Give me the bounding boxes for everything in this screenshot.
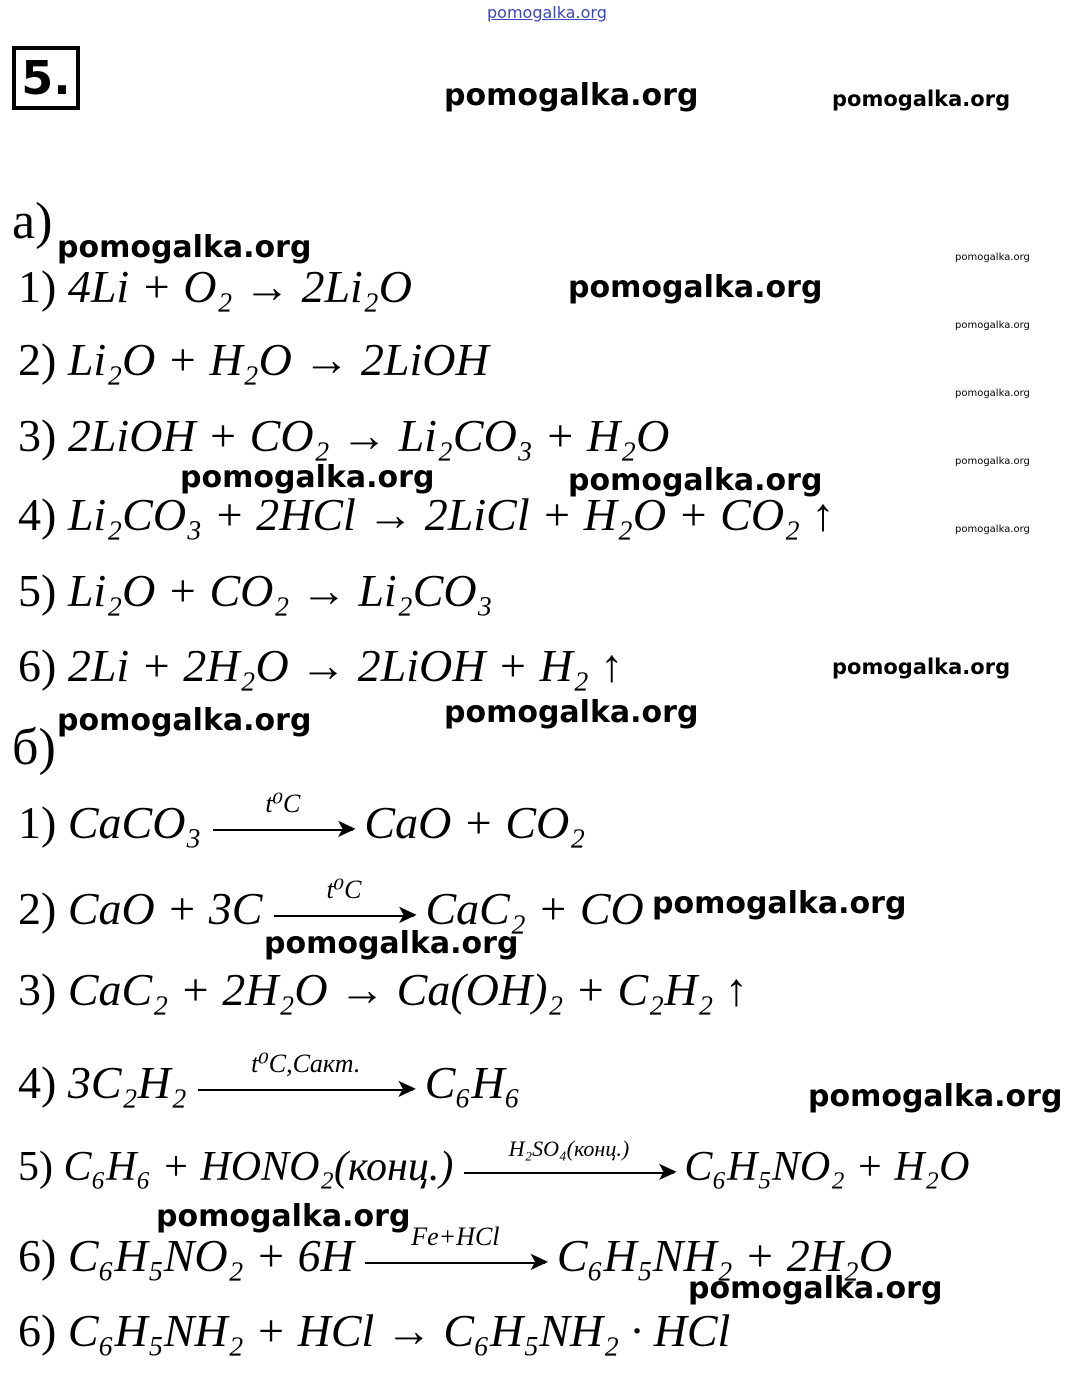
equation-right: C₆H₅NO₂ + H₂O bbox=[684, 1144, 970, 1190]
watermark: pomogalka.org bbox=[955, 320, 1030, 331]
equation-a3 bbox=[18, 410, 670, 461]
reaction-condition: t⁰C bbox=[265, 789, 301, 819]
equation-a6 bbox=[18, 640, 624, 691]
watermark: pomogalka.org bbox=[955, 252, 1030, 263]
equation-number: 5) bbox=[18, 1144, 53, 1190]
section-a-label: а) bbox=[12, 193, 53, 250]
equation-right: CaO + CO₂ bbox=[364, 797, 586, 848]
watermark: pomogalka.org bbox=[156, 1199, 411, 1234]
watermark: pomogalka.org bbox=[832, 87, 1011, 111]
equation-number: 3) bbox=[18, 964, 57, 1015]
equation-number: 6) bbox=[18, 1305, 57, 1356]
watermark: pomogalka.org bbox=[57, 230, 312, 265]
reaction-arrow: t⁰C ➤ bbox=[213, 823, 353, 831]
watermark: pomogalka.org bbox=[568, 463, 823, 498]
equation-b4 bbox=[18, 1049, 521, 1108]
watermark: pomogalka.org bbox=[808, 1079, 1063, 1114]
watermark: pomogalka.org bbox=[264, 926, 519, 961]
reaction-condition: t⁰C,Cакт. bbox=[251, 1049, 361, 1079]
watermark: pomogalka.org bbox=[955, 456, 1030, 467]
equation-number: 4) bbox=[18, 1057, 57, 1108]
watermark: pomogalka.org bbox=[180, 460, 435, 495]
equation-left: C₆H₅NO₂ + 6H bbox=[67, 1230, 354, 1281]
reaction-arrow: t⁰C ➤ bbox=[274, 909, 414, 917]
equation-left: C₆H₆ + HONO₂(конц.) bbox=[63, 1144, 454, 1190]
watermark: pomogalka.org bbox=[955, 524, 1030, 535]
equation-b6 bbox=[18, 1222, 893, 1281]
watermark: pomogalka.org bbox=[444, 695, 699, 730]
watermark: pomogalka.org bbox=[688, 1271, 943, 1306]
equation-left: 3C₂H₂ bbox=[67, 1057, 187, 1108]
equation-b7 bbox=[18, 1305, 731, 1356]
equation-b5 bbox=[18, 1136, 970, 1190]
equation-b1 bbox=[18, 789, 586, 848]
equation-a4 bbox=[18, 489, 835, 540]
section-b-label: б) bbox=[12, 719, 56, 776]
reaction-condition: H₂SO₄(конц.) bbox=[508, 1136, 630, 1162]
equation-number: 6) bbox=[18, 1230, 57, 1281]
watermark: pomogalka.org bbox=[444, 78, 699, 113]
equation-number: 6) bbox=[18, 640, 57, 691]
equation-formula: 2LiOH + CO₂ → Li₂CO₃ + H₂O bbox=[67, 410, 670, 461]
equation-number: 5) bbox=[18, 565, 57, 616]
equation-right: C₆H₅NH₂ + 2H₂O bbox=[556, 1230, 893, 1281]
equation-left: CaO + 3C bbox=[67, 883, 263, 934]
reaction-arrow: H₂SO₄(конц.) ➤ bbox=[464, 1166, 674, 1174]
equation-number: 1) bbox=[18, 797, 57, 848]
equation-formula: Li₂O + CO₂ → Li₂CO₃ bbox=[67, 565, 493, 616]
reaction-arrow: t⁰C,Cакт. ➤ bbox=[198, 1083, 413, 1091]
equation-formula: C₆H₅NH₂ + HCl → C₆H₅NH₂ · HCl bbox=[67, 1305, 731, 1356]
reaction-arrow: Fe+HCl ➤ bbox=[365, 1256, 545, 1264]
equation-a5 bbox=[18, 565, 493, 616]
equation-number: 2) bbox=[18, 334, 57, 385]
equation-number: 4) bbox=[18, 489, 57, 540]
equation-formula: 2Li + 2H₂O → 2LiOH + H₂ ↑ bbox=[67, 640, 624, 691]
equation-b2 bbox=[18, 875, 644, 934]
equation-right: C₆H₆ bbox=[424, 1057, 521, 1108]
equation-number: 2) bbox=[18, 883, 57, 934]
equation-formula: 4Li + O₂ → 2Li₂O bbox=[67, 261, 413, 312]
watermark: pomogalka.org bbox=[652, 886, 907, 921]
equation-number: 1) bbox=[18, 261, 57, 312]
equation-a1 bbox=[18, 261, 413, 312]
watermark: pomogalka.org bbox=[568, 270, 823, 305]
equation-formula: Li₂CO₃ + 2HCl → 2LiCl + H₂O + CO₂ ↑ bbox=[67, 489, 835, 540]
watermark: pomogalka.org bbox=[832, 655, 1011, 679]
equation-formula: Li₂O + H₂O → 2LiOH bbox=[67, 334, 489, 385]
equation-a2 bbox=[18, 334, 489, 385]
reaction-condition: t⁰C bbox=[326, 875, 362, 905]
equation-b3 bbox=[18, 964, 748, 1015]
equation-formula: CaC₂ + 2H₂O → Ca(OH)₂ + C₂H₂ ↑ bbox=[67, 964, 748, 1015]
reaction-condition: Fe+HCl bbox=[411, 1222, 500, 1252]
equation-number: 3) bbox=[18, 410, 57, 461]
watermark: pomogalka.org bbox=[57, 703, 312, 738]
equation-right: CaC₂ + CO bbox=[425, 883, 644, 934]
watermark-top[interactable]: pomogalka.org bbox=[487, 3, 607, 22]
task-number: 5. bbox=[12, 46, 80, 110]
equation-left: CaCO₃ bbox=[67, 797, 202, 848]
watermark: pomogalka.org bbox=[955, 388, 1030, 399]
